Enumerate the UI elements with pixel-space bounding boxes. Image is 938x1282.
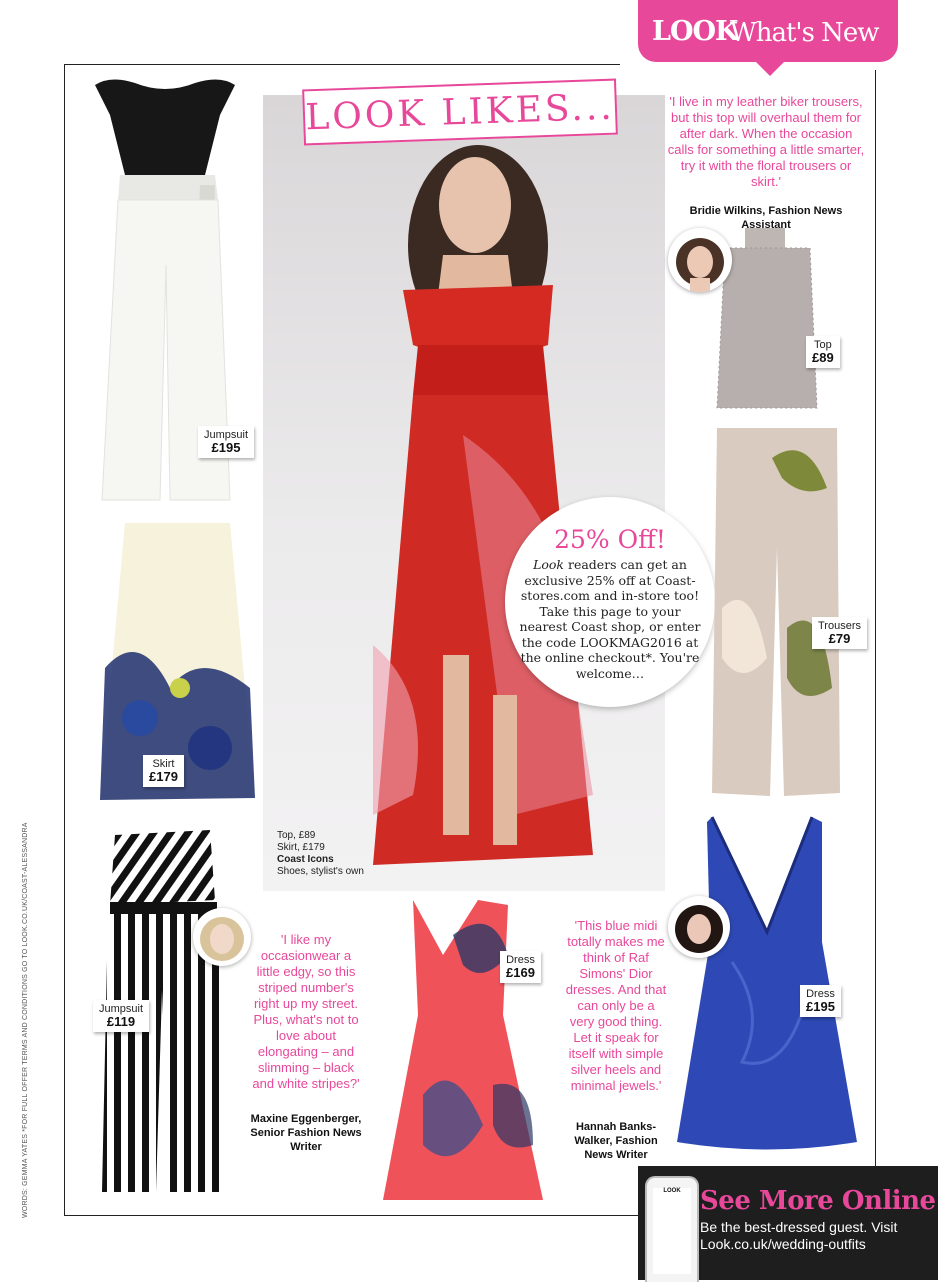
look-likes-title: LOOK LIKES... [302, 79, 618, 146]
quote-hannah: 'This blue midi totally makes me think of Raf Simons' Dior dresses. And that can only be a very good thing. Let it speak for itself with simple silver heels and minimal jewels.' [565, 918, 667, 1093]
hero-photo [263, 95, 665, 891]
quote-hannah-byline: Hannah Banks-Walker, Fashion News Writer [574, 1121, 658, 1161]
caption-skirt: Skirt, £179 [277, 842, 325, 853]
avatar-hannah [668, 896, 730, 958]
caption-brand: Coast Icons [277, 854, 334, 865]
caption-shoes: Shoes, stylist's own [277, 866, 364, 877]
side-credit: WORDS: GEMMA YATES *FOR FULL OFFER TERMS AND CONDITIONS GO TO LOOK.CO.UK/COAST-ALESSANDRA [22, 822, 29, 1218]
quote-maxine-byline: Maxine Eggenberger, Senior Fashion News Writer [250, 1113, 362, 1153]
online-link[interactable]: Look.co.uk/wedding-outfits [700, 1236, 866, 1252]
quote-maxine: 'I like my occasionwear a little edgy, so this striped number's right up my street. Plus, what's not to love about elongating – and slimming – black and white stripes?' [252, 932, 360, 1091]
price-tag-dress-coral: Dress £169 [500, 951, 541, 983]
offer-badge [505, 497, 715, 707]
offer-title: 25% Off! [554, 525, 666, 554]
quote-bridie: 'I live in my leather biker trousers, but this top will overhaul them for after dark. When the occasion calls for something a little smarter, try it with the floral trousers or skirt.' [667, 94, 865, 189]
avatar-bridie [668, 228, 732, 292]
price-tag-jumpsuit-striped: Jumpsuit £119 [93, 1000, 149, 1032]
online-title: See More Online [700, 1186, 936, 1216]
price-tag-trousers: Trousers £79 [812, 617, 867, 649]
phone-icon: LOOK [645, 1176, 699, 1282]
offer-body: Look readers can get an exclusive 25% off at Coast-stores.com and in-store too! Take this page to your nearest Coast shop, or enter the code LOOKMAG2016 at the online checkout*. You're welcome… [519, 557, 701, 681]
trousers-lily-image [712, 428, 842, 798]
section-title: What's New [730, 18, 879, 48]
price-tag-top: Top £89 [806, 336, 840, 368]
dress-coral-image [383, 895, 543, 1205]
price-tag-jumpsuit-white: Jumpsuit £195 [198, 426, 254, 458]
price-tag-skirt: Skirt £179 [143, 755, 184, 787]
caption-top: Top, £89 [277, 830, 316, 841]
brand-logo: LOOK [652, 16, 738, 47]
price-tag-dress-blue: Dress £195 [800, 985, 841, 1017]
model-illustration [263, 95, 665, 891]
avatar-maxine [193, 908, 251, 966]
hero-caption [277, 830, 364, 878]
online-subtitle: Be the best-dressed guest. Visit Look.co.uk/wedding-outfits [700, 1219, 898, 1252]
quote-bridie-byline: Bridie Wilkins, Fashion News Assistant [689, 205, 843, 231]
